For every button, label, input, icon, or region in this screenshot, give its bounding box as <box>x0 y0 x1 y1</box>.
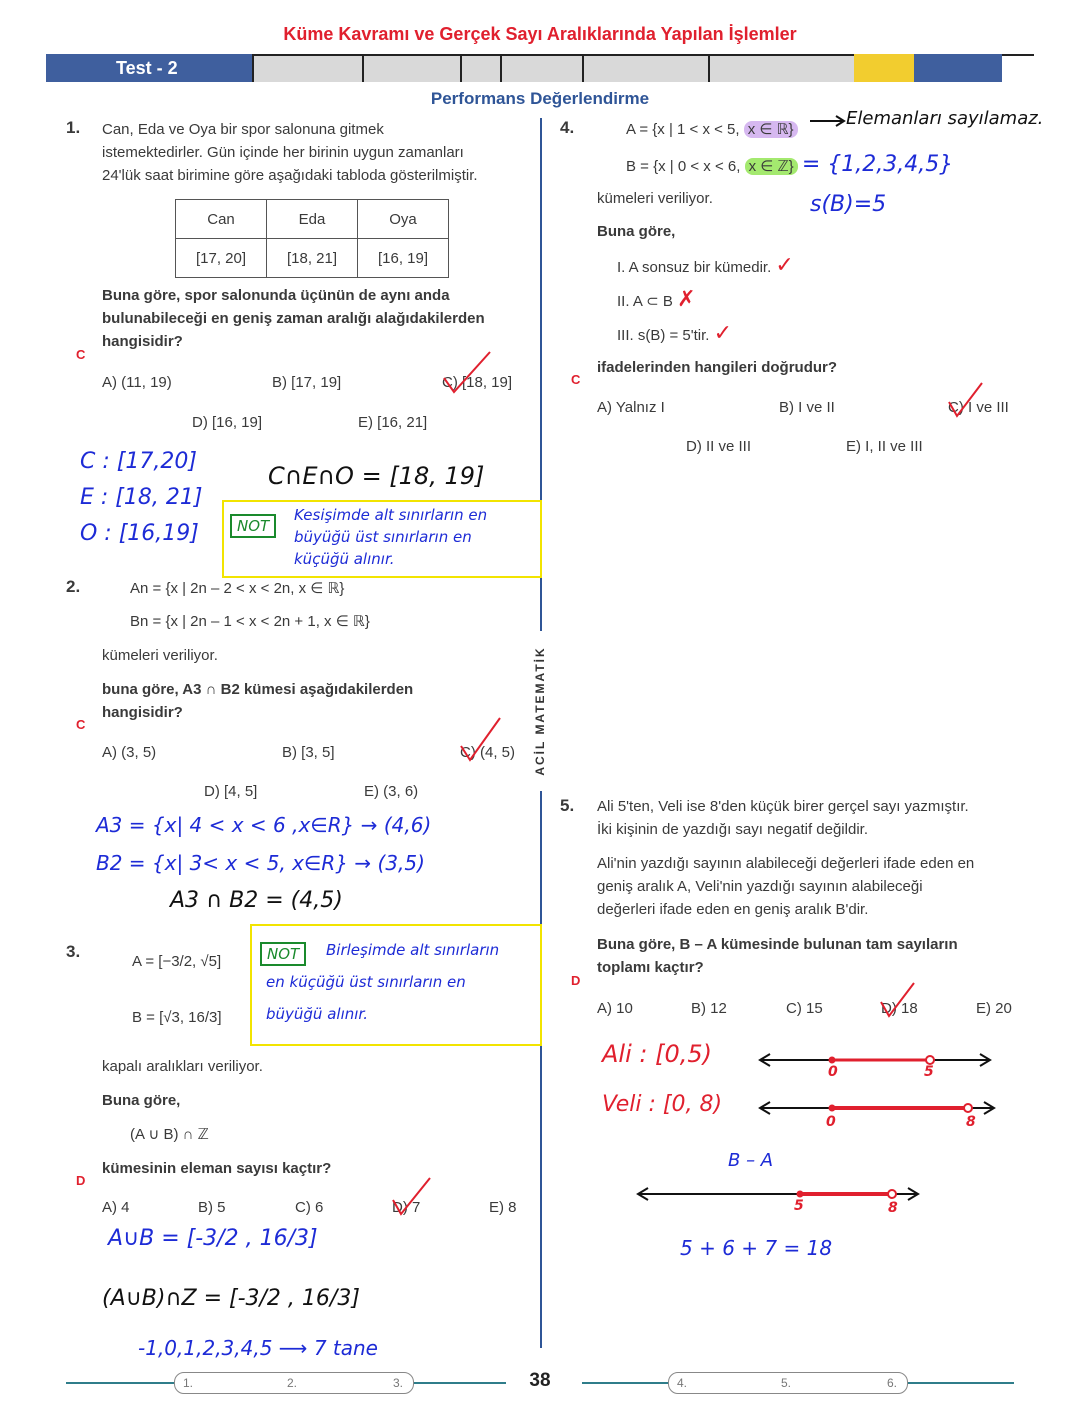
q4-a-highlight: x ∈ ℝ} <box>744 121 798 138</box>
arrow-right-icon <box>808 112 848 128</box>
q1-text-line: istemektedirler. Gün içinde her birinin uygun zamanları <box>102 144 464 161</box>
q4-b-highlight: x ∈ ℤ} <box>745 158 798 175</box>
q1-note-box <box>222 500 542 578</box>
q3-option-c[interactable]: C) 6 <box>295 1199 324 1216</box>
q4-a-set: A = {x | 1 < x < 5, <box>626 121 740 138</box>
q1-question-line: hangisidir? <box>102 333 183 350</box>
q1-question <box>102 284 532 353</box>
q4-hw-s: s(B)=5 <box>810 192 887 217</box>
q4-statement-3 <box>617 322 732 347</box>
q3-hw-result: -1,0,1,2,3,4,5 ⟶ 7 tane <box>138 1336 378 1360</box>
q2-option-e[interactable]: E) (3, 6) <box>364 783 419 800</box>
q4-statement-2 <box>617 288 696 313</box>
q1-table-header: Oya <box>358 200 449 239</box>
q1-option-a[interactable]: A) (11, 19) <box>102 374 172 391</box>
q4-statement-1 <box>617 254 794 279</box>
q1-option-e[interactable]: E) [16, 21] <box>358 414 428 431</box>
q1-table-cell: [18, 21] <box>267 239 358 278</box>
q1-check-icon <box>440 348 496 398</box>
q3-given: kapalı aralıkları veriliyor. <box>102 1058 263 1075</box>
q2-given: kümeleri veriliyor. <box>102 647 218 664</box>
q5-hw-label: 5 <box>924 1064 934 1080</box>
q4-hw-a: Elemanları sayılamaz. <box>846 108 1044 129</box>
q3-answer-key: D <box>76 1173 86 1188</box>
check-icon: ✓ <box>775 253 794 278</box>
q2-question-line: buna göre, A3 ∩ B2 kümesi aşağıdakilerden <box>102 681 414 698</box>
q5-hw-ba: B – A <box>728 1150 774 1171</box>
q3-option-d[interactable]: D) 7 <box>392 1199 421 1216</box>
q5-numberline-ali <box>756 1046 996 1086</box>
q2-number: 2. <box>66 577 81 596</box>
q3-note-tag: NOT <box>260 942 306 966</box>
q2-option-b[interactable]: B) [3, 5] <box>282 744 335 761</box>
cross-icon: ✗ <box>677 287 696 312</box>
q5-question-line: toplamı kaçtır? <box>597 959 704 976</box>
q1-number: 1. <box>66 118 81 137</box>
q3-hw-inter: (A∪B)∩Z = [-3/2 , 16/3] <box>102 1286 360 1311</box>
page-header-title: Küme Kavramı ve Gerçek Sayı Aralıklarında Yapılan İşlemler <box>283 24 797 44</box>
q5-hw-sum: 5 + 6 + 7 = 18 <box>680 1236 833 1260</box>
q4-statement-text: II. A ⊂ B <box>617 293 673 310</box>
q5-hw-veli: Veli : [0, 8) <box>602 1092 723 1117</box>
q5-text-line: Ali 5'ten, Veli ise 8'den küçük birer gerçel sayı yazmıştır. <box>597 798 969 815</box>
q2-handwriting <box>96 806 431 882</box>
q2-hw-result: A3 ∩ B2 = (4,5) <box>170 888 343 913</box>
q3-expr: (A ∪ B) ∩ ℤ <box>130 1126 209 1143</box>
q1-question-line: Buna göre, spor salonunda üçünün de aynı anda <box>102 287 450 304</box>
q3-check-icon <box>390 1174 434 1218</box>
q5-option-e[interactable]: E) 20 <box>976 1000 1012 1017</box>
q1-hw-line: C : [17,20] <box>80 449 197 474</box>
q3-option-a[interactable]: A) 4 <box>102 1199 130 1216</box>
q2-check-icon <box>458 714 504 764</box>
q5-hw-label: 5 <box>794 1198 804 1214</box>
q5-text-line: İki kişinin de yazdığı sayı negatif değildir. <box>597 821 868 838</box>
q4-option-e[interactable]: E) I, II ve III <box>846 438 923 455</box>
footer-nav-item[interactable]: 2. <box>287 1376 298 1390</box>
q5-hw-label: 0 <box>828 1064 838 1080</box>
header-band <box>46 54 1034 82</box>
q4-question: ifadelerinden hangileri doğrudur? <box>597 359 838 376</box>
q5-option-a[interactable]: A) 10 <box>597 1000 633 1017</box>
q4-answer-key: C <box>571 372 581 387</box>
q1-question-line: bulunabileceği en geniş zaman aralığı alağıdakilerden <box>102 310 485 327</box>
q5-text-line: değerleri ifade eden en geniş aralık B'dir. <box>597 901 869 918</box>
q1-hw-result: C∩E∩O = [18, 19] <box>268 462 485 490</box>
check-icon: ✓ <box>713 321 733 346</box>
q3-option-b[interactable]: B) 5 <box>198 1199 226 1216</box>
q3-buna: Buna göre, <box>102 1092 181 1109</box>
q1-note-tag: NOT <box>230 514 276 538</box>
q5-number: 5. <box>560 796 575 815</box>
q5-hw-label: 8 <box>966 1114 976 1130</box>
q4-b-line <box>626 153 953 178</box>
q5-hw-label: 0 <box>826 1114 836 1130</box>
q4-buna: Buna göre, <box>597 223 676 240</box>
footer-nav-item[interactable]: 3. <box>393 1376 404 1390</box>
q2-hw-line: A3 = {x| 4 < x < 6 ,x∈R} → (4,6) <box>96 813 432 837</box>
q1-note-text <box>294 504 487 570</box>
q1-table-header: Eda <box>267 200 358 239</box>
q2-option-d[interactable]: D) [4, 5] <box>204 783 258 800</box>
page-number: 38 <box>518 1370 562 1392</box>
test-label: Test - 2 <box>116 58 178 78</box>
q3-note-line: Birleşimde alt sınırların <box>326 941 500 959</box>
q3-question: kümesinin eleman sayısı kaçtır? <box>102 1160 332 1177</box>
q1-option-c[interactable]: C) [18, 19] <box>442 374 513 391</box>
q2-bn: Bn = {x | 2n – 1 < x < 2n + 1, x ∈ ℝ} <box>130 613 370 630</box>
q1-table-cell: [16, 19] <box>358 239 449 278</box>
side-label <box>532 632 548 792</box>
q4-b-set: B = {x | 0 < x < 6, <box>626 158 741 175</box>
q1-option-b[interactable]: B) [17, 19] <box>272 374 342 391</box>
footer-nav-right <box>668 1372 908 1394</box>
q4-hw-b: = {1,2,3,4,5} <box>801 152 954 177</box>
q1-hw-line: E : [18, 21] <box>80 485 203 510</box>
q1-note-line: küçüğü alınır. <box>294 550 395 568</box>
q2-answer-key: C <box>76 717 86 732</box>
q4-statement-text: III. s(B) = 5'tir. <box>617 327 710 344</box>
q4-given: kümeleri veriliyor. <box>597 190 713 207</box>
q5-numberline-veli <box>756 1094 1000 1134</box>
footer-nav-item[interactable]: 6. <box>887 1376 898 1390</box>
q4-number: 4. <box>560 118 575 137</box>
q5-hw-ali: Ali : [0,5) <box>602 1040 712 1068</box>
q4-option-d[interactable]: D) II ve III <box>686 438 752 455</box>
q5-question <box>597 933 1037 979</box>
q5-hw-label: 8 <box>888 1200 898 1216</box>
section-title: Performans Değerlendirme <box>430 89 650 108</box>
q5-option-b[interactable]: B) 12 <box>691 1000 727 1017</box>
q3-option-e[interactable]: E) 8 <box>489 1199 517 1216</box>
q3-b-expr: B = [√3, 16/3] <box>132 1009 222 1026</box>
footer-nav-item[interactable]: 4. <box>677 1376 688 1390</box>
q1-table-header: Can <box>176 200 267 239</box>
footer-nav-item[interactable]: 5. <box>781 1376 792 1390</box>
q5-numberline-ba <box>634 1180 924 1210</box>
q1-note-line: büyüğü üst sınırların en <box>294 528 472 546</box>
q4-option-c[interactable]: C) I ve III <box>948 399 1009 416</box>
q3-number: 3. <box>66 942 81 961</box>
q1-text-line: Can, Eda ve Oya bir spor salonuna gitmek <box>102 121 384 138</box>
footer-nav-left <box>174 1372 414 1394</box>
q3-note-line: en küçüğü üst sınırların en <box>266 973 466 991</box>
q2-option-a[interactable]: A) (3, 5) <box>102 744 157 761</box>
footer-nav-item[interactable]: 1. <box>183 1376 194 1390</box>
q2-an: An = {x | 2n – 2 < x < 2n, x ∈ ℝ} <box>130 580 345 597</box>
q4-option-b[interactable]: B) I ve II <box>779 399 835 416</box>
q5-text <box>597 795 1037 841</box>
q1-text-line: 24'lük saat birimine göre aşağıdaki tabloda gösterilmiştir. <box>102 167 478 184</box>
q3-note-line: büyüğü alınır. <box>266 1005 368 1023</box>
q5-check-icon <box>878 980 918 1020</box>
q3-note-text <box>266 934 536 1030</box>
q4-a-line <box>626 118 798 141</box>
q1-option-d[interactable]: D) [16, 19] <box>192 414 263 431</box>
q3-note-box <box>250 924 542 1046</box>
q2-hw-line: B2 = {x| 3< x < 5, x∈R} → (3,5) <box>96 851 425 875</box>
q5-option-c[interactable]: C) 15 <box>786 1000 823 1017</box>
q5-text-line: Ali'nin yazdığı sayının alabileceği değerleri ifade eden en <box>597 855 975 872</box>
q1-hw-line: O : [16,19] <box>80 521 199 546</box>
q4-statement-text: I. A sonsuz bir kümedir. <box>617 259 772 276</box>
q1-table <box>175 199 449 278</box>
q5-text2 <box>597 852 1037 921</box>
side-label-text: ACİL MATEMATİK <box>533 631 547 791</box>
q1-table-cell: [17, 20] <box>176 239 267 278</box>
q4-check-icon <box>946 380 986 420</box>
q4-option-a[interactable]: A) Yalnız I <box>597 399 665 416</box>
q1-answer-key: C <box>76 347 86 362</box>
q5-text-line: geniş aralık A, Veli'nin yazdığı sayının alabileceği <box>597 878 923 895</box>
q1-handwriting <box>80 444 202 552</box>
q5-question-line: Buna göre, B – A kümesinde bulunan tam sayıların <box>597 936 958 953</box>
q3-a-expr: A = [−3/2, √5] <box>132 953 222 970</box>
q1-note-line: Kesişimde alt sınırların en <box>294 506 488 524</box>
q5-answer-key: D <box>571 973 581 988</box>
q1-text <box>102 118 522 187</box>
q5-option-d[interactable]: D) 18 <box>881 1000 918 1017</box>
q2-option-c[interactable]: C) (4, 5) <box>460 744 516 761</box>
q3-hw-union: A∪B = [-3/2 , 16/3] <box>108 1226 318 1251</box>
q2-question-line: hangisidir? <box>102 704 183 721</box>
